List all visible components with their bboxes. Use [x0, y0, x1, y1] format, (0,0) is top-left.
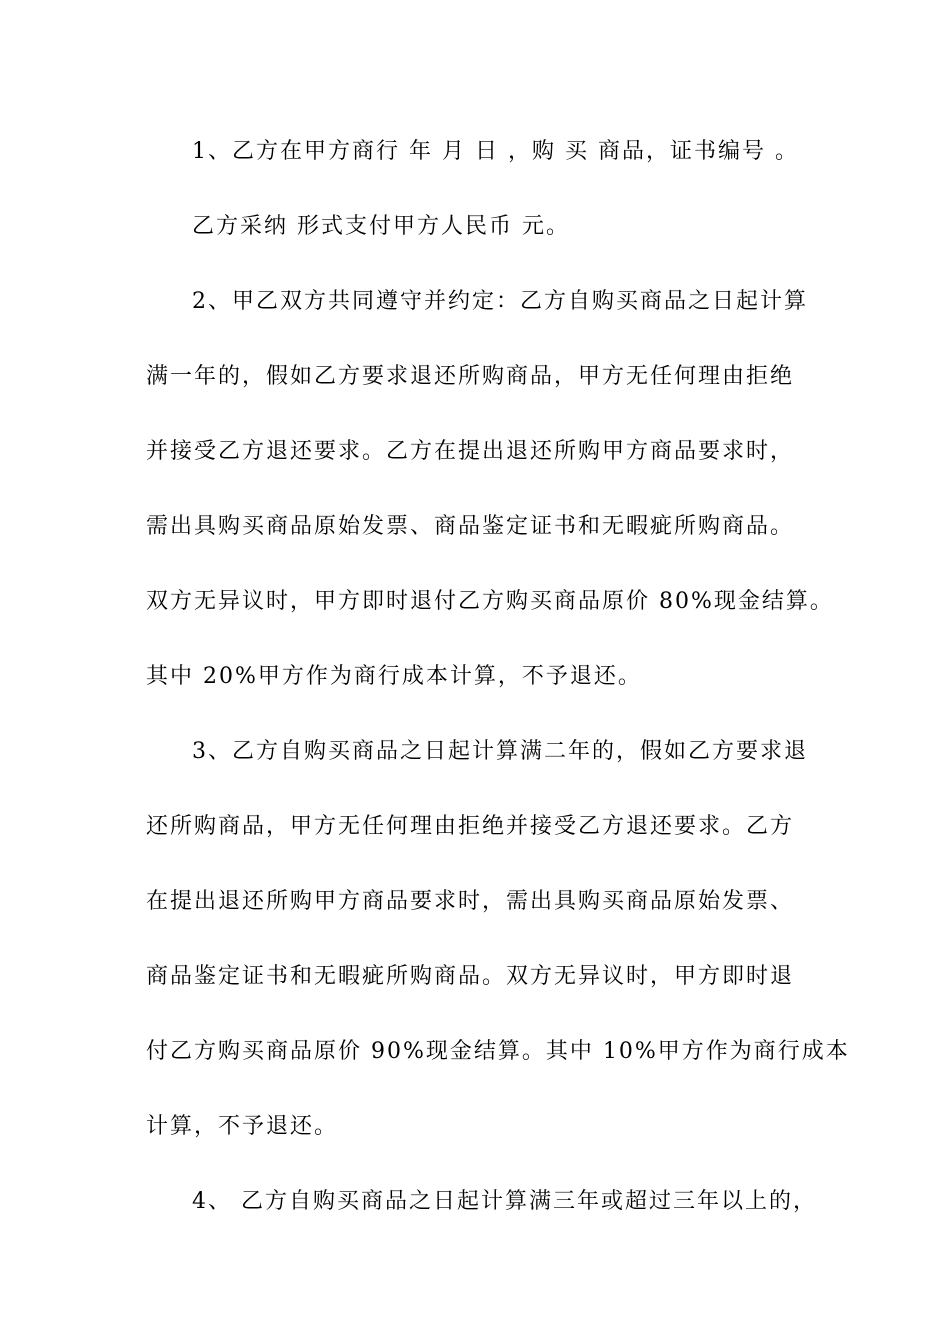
- clause-2-line-3: 并接受乙方退还要求。乙方在提出退还所购甲方商品要求时，: [146, 439, 795, 464]
- clause-2-line-6: 其中 20%甲方作为商行成本计算，不予退还。: [146, 664, 642, 689]
- clause-3-line-6: 计算，不予退还。: [146, 1114, 339, 1139]
- clause-4-line-1: 4、 乙方自购买商品之日起计算满三年或超过三年以上的，: [192, 1189, 817, 1214]
- clause-2-line-2: 满一年的，假如乙方要求退还所购商品，甲方无任何理由拒绝: [146, 364, 795, 389]
- clause-3-line-2: 还所购商品，甲方无任何理由拒绝并接受乙方退还要求。乙方: [146, 814, 795, 839]
- clause-3-line-4: 商品鉴定证书和无暇疵所购商品。双方无异议时，甲方即时退: [146, 964, 795, 989]
- clause-2-line-4: 需出具购买商品原始发票、商品鉴定证书和无暇疵所购商品。: [146, 514, 795, 539]
- clause-3-line-5: 付乙方购买商品原价 90%现金结算。其中 10%甲方作为商行成本: [146, 1039, 850, 1064]
- clause-1-line-1: 1、乙方在甲方商行 年 月 日 ，购 买 商品，证书编号 。: [192, 139, 799, 164]
- clause-2-line-5: 双方无异议时，甲方即时退付乙方购买商品原价 80%现金结算。: [146, 589, 834, 614]
- clause-3-line-1: 3、乙方自购买商品之日起计算满二年的，假如乙方要求退: [192, 739, 808, 764]
- clause-3-line-3: 在提出退还所购甲方商品要求时，需出具购买商品原始发票、: [146, 889, 795, 914]
- clause-1-line-2: 乙方采纳 形式支付甲方人民币 元。: [192, 214, 570, 239]
- clause-2-line-1: 2、甲乙双方共同遵守并约定：乙方自购买商品之日起计算: [192, 289, 808, 314]
